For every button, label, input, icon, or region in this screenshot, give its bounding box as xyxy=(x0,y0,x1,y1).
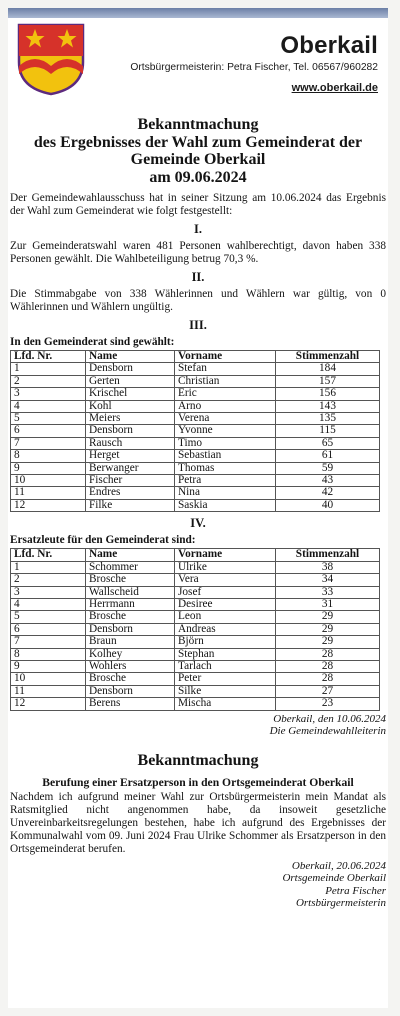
surname-cell: Rausch xyxy=(86,437,175,449)
section-number: I. xyxy=(194,222,202,236)
row-number-cell: 7 xyxy=(11,437,86,449)
column-header: Vorname xyxy=(175,549,276,561)
table-row xyxy=(11,598,380,610)
election-signature xyxy=(10,713,386,738)
signature-line: Die Gemeindewahlleiterin xyxy=(269,725,386,738)
surname-cell: Kohl xyxy=(86,400,175,412)
row-number-cell: 2 xyxy=(11,574,86,586)
votes-cell: 115 xyxy=(276,425,380,437)
votes-cell: 40 xyxy=(276,499,380,511)
mayor-contact-line: Ortsbürgermeisterin: Petra Fischer, Tel. 06567/960282 xyxy=(130,62,378,73)
surname-cell: Herrmann xyxy=(86,598,175,610)
firstname-cell: Vera xyxy=(175,574,276,586)
row-number-cell: 4 xyxy=(11,598,86,610)
signature-line: Ortsbürgermeisterin xyxy=(295,897,386,910)
row-number-cell: 7 xyxy=(11,636,86,648)
firstname-cell: Verena xyxy=(175,413,276,425)
table-row xyxy=(11,660,380,672)
votes-cell: 28 xyxy=(276,673,380,685)
intro-paragraph: Der Gemeindewahlausschuss hat in seiner Sitzung am 10.06.2024 das Ergebnis der Wahl zum Gemeinderat wie folgt festgestellt: xyxy=(10,192,386,217)
table-row xyxy=(11,388,380,400)
votes-cell: 23 xyxy=(276,698,380,710)
row-number-cell: 10 xyxy=(11,475,86,487)
surname-cell: Kolhey xyxy=(86,648,175,660)
table-row xyxy=(11,561,380,573)
row-number-cell: 5 xyxy=(11,413,86,425)
headline-line: Bekanntmachung xyxy=(137,116,259,133)
firstname-cell: Leon xyxy=(175,611,276,623)
table-row xyxy=(11,685,380,697)
votes-cell: 34 xyxy=(276,574,380,586)
firstname-cell: Mischa xyxy=(175,698,276,710)
votes-cell: 184 xyxy=(276,363,380,375)
table-row xyxy=(11,475,380,487)
row-number-cell: 10 xyxy=(11,673,86,685)
surname-cell: Densborn xyxy=(86,623,175,635)
second-notice-title: Bekanntmachung xyxy=(137,751,259,769)
row-number-cell: 12 xyxy=(11,698,86,710)
table-row xyxy=(11,400,380,412)
votes-cell: 156 xyxy=(276,388,380,400)
substitutes-caption: Ersatzleute für den Gemeinderat sind: xyxy=(10,534,196,547)
votes-cell: 28 xyxy=(276,660,380,672)
firstname-cell: Thomas xyxy=(175,462,276,474)
votes-cell: 157 xyxy=(276,375,380,387)
surname-cell: Endres xyxy=(86,487,175,499)
column-header: Name xyxy=(86,549,175,561)
row-number-cell: 2 xyxy=(11,375,86,387)
section-number: II. xyxy=(191,270,205,284)
row-number-cell: 9 xyxy=(11,660,86,672)
row-number-cell: 3 xyxy=(11,586,86,598)
row-number-cell: 6 xyxy=(11,425,86,437)
votes-cell: 59 xyxy=(276,462,380,474)
row-number-cell: 1 xyxy=(11,363,86,375)
row-number-cell: 1 xyxy=(11,561,86,573)
signature-line: Oberkail, den 10.06.2024 xyxy=(273,712,386,725)
surname-cell: Fischer xyxy=(86,475,175,487)
row-number-cell: 8 xyxy=(11,648,86,660)
firstname-cell: Silke xyxy=(175,685,276,697)
firstname-cell: Yvonne xyxy=(175,425,276,437)
table-row xyxy=(11,363,380,375)
table-row xyxy=(11,611,380,623)
table-row xyxy=(11,425,380,437)
surname-cell: Gerten xyxy=(86,375,175,387)
table-row xyxy=(11,375,380,387)
row-number-cell: 3 xyxy=(11,388,86,400)
votes-cell: 27 xyxy=(276,685,380,697)
table-row xyxy=(11,487,380,499)
firstname-cell: Christian xyxy=(175,375,276,387)
row-number-cell: 9 xyxy=(11,462,86,474)
firstname-cell: Ulrike xyxy=(175,561,276,573)
firstname-cell: Tarlach xyxy=(175,660,276,672)
column-header: Stimmenzahl xyxy=(276,351,380,363)
surname-cell: Herget xyxy=(86,450,175,462)
table-row xyxy=(11,586,380,598)
substitutes-table xyxy=(10,548,380,710)
firstname-cell: Peter xyxy=(175,673,276,685)
firstname-cell: Desiree xyxy=(175,598,276,610)
coat-of-arms-icon xyxy=(16,22,86,96)
top-color-bar xyxy=(8,8,388,18)
surname-cell: Densborn xyxy=(86,685,175,697)
column-header: Lfd. Nr. xyxy=(11,351,86,363)
votes-cell: 29 xyxy=(276,623,380,635)
second-notice-subtitle: Berufung einer Ersatzperson in den Ortsgemeinderat Oberkail xyxy=(42,775,354,789)
votes-cell: 61 xyxy=(276,450,380,462)
firstname-cell: Andreas xyxy=(175,623,276,635)
table-row xyxy=(11,437,380,449)
headline-line: am 09.06.2024 xyxy=(149,168,247,186)
row-number-cell: 11 xyxy=(11,487,86,499)
votes-cell: 28 xyxy=(276,648,380,660)
table-row xyxy=(11,499,380,511)
row-number-cell: 12 xyxy=(11,499,86,511)
headline-line: Gemeinde Oberkail xyxy=(130,151,266,168)
table-row xyxy=(11,413,380,425)
table-row xyxy=(11,623,380,635)
firstname-cell: Saskia xyxy=(175,499,276,511)
column-header: Vorname xyxy=(175,351,276,363)
mayor-signature xyxy=(10,860,386,910)
firstname-cell: Arno xyxy=(175,400,276,412)
votes-cell: 65 xyxy=(276,437,380,449)
votes-cell: 29 xyxy=(276,636,380,648)
surname-cell: Meiers xyxy=(86,413,175,425)
table-row xyxy=(11,673,380,685)
surname-cell: Braun xyxy=(86,636,175,648)
section-number: IV. xyxy=(190,516,206,531)
surname-cell: Brosche xyxy=(86,611,175,623)
elected-table xyxy=(10,350,380,512)
firstname-cell: Stefan xyxy=(175,363,276,375)
row-number-cell: 6 xyxy=(11,623,86,635)
firstname-cell: Timo xyxy=(175,437,276,449)
column-header: Lfd. Nr. xyxy=(11,549,86,561)
town-name: Oberkail xyxy=(280,32,378,59)
elected-table-body xyxy=(11,363,380,512)
firstname-cell: Petra xyxy=(175,475,276,487)
firstname-cell: Sebastian xyxy=(175,450,276,462)
second-notice-paragraph: Nachdem ich aufgrund meiner Wahl zur Ortsbürgermeisterin mein Mandat als Ratsmitglied nicht angenommen habe, da insoweit gesetzliche Unvereinbarkeitsregelungen bestehen, habe ich aufgrund des Ergebnisses der Kommunalwahl vom 09. Juni 2024 Frau Ulrike Schommer als Ersatzperson in den Ortsgemeinderat berufen. xyxy=(10,790,386,855)
validity-paragraph: Die Stimmabgabe von 338 Wählerinnen und Wählern war gültig, von 0 Wählerinnen und Wählern ungültig. xyxy=(10,288,386,313)
votes-cell: 29 xyxy=(276,611,380,623)
row-number-cell: 5 xyxy=(11,611,86,623)
table-row xyxy=(11,698,380,710)
votes-cell: 135 xyxy=(276,413,380,425)
firstname-cell: Stephan xyxy=(175,648,276,660)
table-header-row xyxy=(11,351,380,363)
table-row xyxy=(11,450,380,462)
firstname-cell: Josef xyxy=(175,586,276,598)
row-number-cell: 4 xyxy=(11,400,86,412)
surname-cell: Wallscheid xyxy=(86,586,175,598)
surname-cell: Brosche xyxy=(86,673,175,685)
votes-cell: 38 xyxy=(276,561,380,573)
headline-line: des Ergebnisses der Wahl zum Gemeinderat der xyxy=(33,133,363,151)
signature-line: Ortsgemeinde Oberkail xyxy=(282,872,386,885)
elected-caption: In den Gemeinderat sind gewählt: xyxy=(10,336,175,348)
votes-cell: 31 xyxy=(276,598,380,610)
notice-headline xyxy=(10,116,386,186)
notice-content xyxy=(10,116,386,910)
table-row xyxy=(11,636,380,648)
surname-cell: Krischel xyxy=(86,388,175,400)
surname-cell: Schommer xyxy=(86,561,175,573)
surname-cell: Densborn xyxy=(86,425,175,437)
surname-cell: Berwanger xyxy=(86,462,175,474)
section-number: III. xyxy=(189,318,207,332)
newspaper-page xyxy=(8,8,388,1008)
table-row xyxy=(11,462,380,474)
row-number-cell: 8 xyxy=(11,450,86,462)
row-number-cell: 11 xyxy=(11,685,86,697)
surname-cell: Berens xyxy=(86,698,175,710)
signature-line: Oberkail, 20.06.2024 xyxy=(291,859,386,872)
surname-cell: Densborn xyxy=(86,363,175,375)
table-header-row xyxy=(11,549,380,561)
table-row xyxy=(11,648,380,660)
firstname-cell: Eric xyxy=(175,388,276,400)
votes-cell: 43 xyxy=(276,475,380,487)
votes-cell: 143 xyxy=(276,400,380,412)
votes-cell: 33 xyxy=(276,586,380,598)
table-row xyxy=(11,574,380,586)
signature-line: Petra Fischer xyxy=(325,884,386,897)
surname-cell: Wohlers xyxy=(86,660,175,672)
firstname-cell: Nina xyxy=(175,487,276,499)
turnout-paragraph: Zur Gemeinderatswahl waren 481 Personen wahlberechtigt, davon haben 338 Personen gewählt. Die Wahlbeteiligung betrug 70,3 %. xyxy=(10,240,386,265)
website-link[interactable]: www.oberkail.de xyxy=(291,82,378,94)
column-header: Stimmenzahl xyxy=(276,549,380,561)
surname-cell: Filke xyxy=(86,499,175,511)
surname-cell: Brosche xyxy=(86,574,175,586)
substitutes-table-body xyxy=(11,561,380,710)
column-header: Name xyxy=(86,351,175,363)
firstname-cell: Björn xyxy=(175,636,276,648)
votes-cell: 42 xyxy=(276,487,380,499)
